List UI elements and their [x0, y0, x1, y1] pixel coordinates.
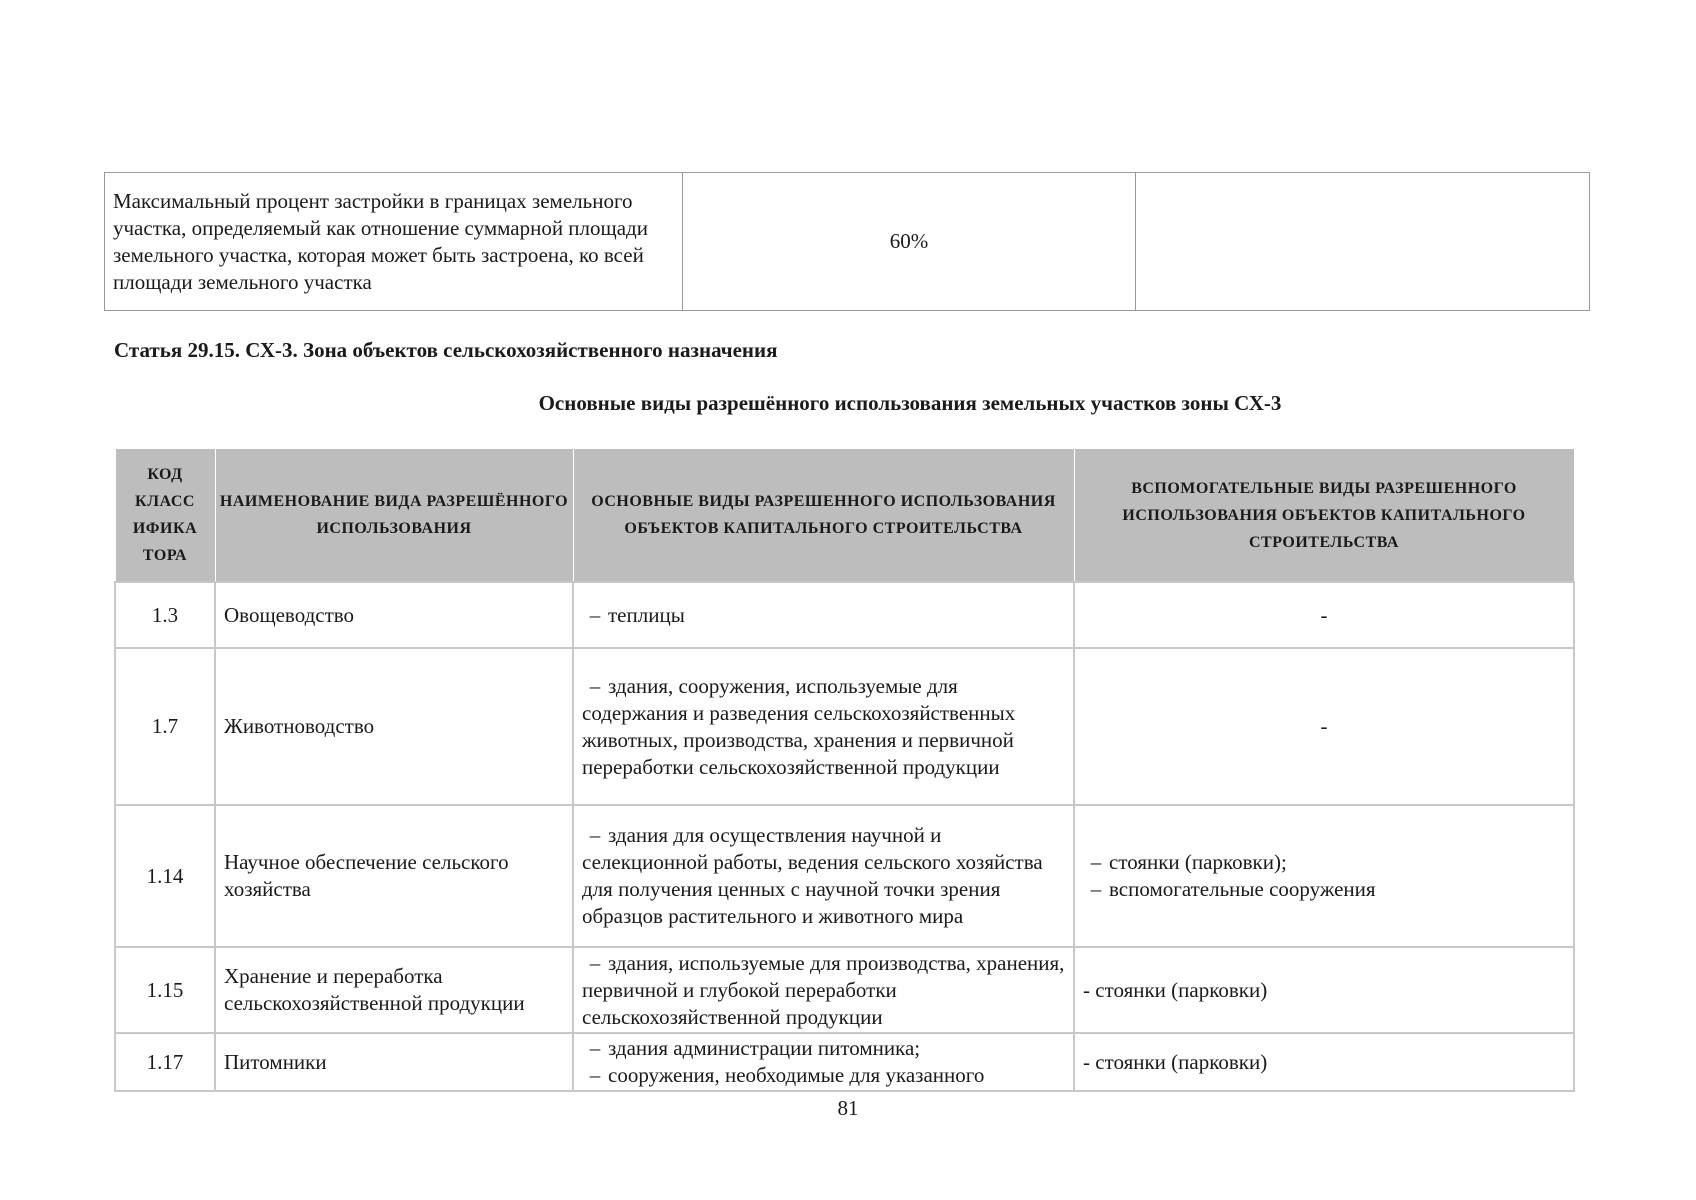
row-name: Питомники [215, 1033, 573, 1091]
dash-bullet: – [1090, 850, 1102, 874]
list-item-text: здания для осуществления научной и селекционной работы, ведения сельского хозяйства для получения ценных с научной точки зрения образцов растительного и животного мира [582, 823, 1043, 928]
dash-bullet: – [589, 950, 601, 975]
dash-bullet: – [589, 673, 601, 698]
list-item [1083, 876, 1565, 903]
row-main-types [573, 1033, 1074, 1091]
header-code: КОД КЛАСС ИФИКА ТОРА [115, 449, 215, 583]
list-item [582, 602, 1065, 629]
list-item [1083, 849, 1565, 876]
parameters-table [104, 172, 1590, 311]
table-header-row [115, 449, 1574, 583]
row-aux-types: - стоянки (парковки) [1074, 947, 1574, 1033]
dash-bullet: – [589, 1063, 601, 1087]
parameter-value: 60% [683, 173, 1136, 311]
row-aux-types: - [1074, 648, 1574, 805]
row-code: 1.17 [115, 1033, 215, 1091]
list-item [582, 1062, 1065, 1089]
row-main-types [573, 805, 1074, 947]
list-item [582, 950, 1065, 1031]
land-use-table [114, 448, 1575, 1092]
header-name: НАИМЕНОВАНИЕ ВИДА РАЗРЕШЁННОГО ИСПОЛЬЗОВАНИЯ [215, 449, 573, 583]
parameter-description: Максимальный процент застройки в границах земельного участка, определяемый как отношение суммарной площади земельного участка, которая может быть застроена, ко всей площади земельного участка [105, 173, 683, 311]
list-item-text: стоянки (парковки); [1109, 850, 1287, 874]
table-row [115, 947, 1574, 1033]
row-name: Научное обеспечение сельского хозяйства [215, 805, 573, 947]
header-aux-types: ВСПОМОГАТЕЛЬНЫЕ ВИДЫ РАЗРЕШЕННОГО ИСПОЛЬЗОВАНИЯ ОБЪЕКТОВ КАПИТАЛЬНОГО СТРОИТЕЛЬСТВА [1074, 449, 1574, 583]
row-code: 1.7 [115, 648, 215, 805]
list-item-text: вспомогательные сооружения [1109, 877, 1376, 901]
header-main-types: ОСНОВНЫЕ ВИДЫ РАЗРЕШЕННОГО ИСПОЛЬЗОВАНИЯ ОБЪЕКТОВ КАПИТАЛЬНОГО СТРОИТЕЛЬСТВА [573, 449, 1074, 583]
list-item-text: здания, сооружения, используемые для содержания и разведения сельскохозяйственных животных, производства, хранения и первичной переработки сельскохозяйственной продукции [582, 673, 1016, 779]
dash-bullet: – [589, 602, 601, 627]
dash-bullet: – [589, 823, 601, 847]
row-code: 1.15 [115, 947, 215, 1033]
dash-bullet: – [1090, 877, 1102, 901]
row-main-types [573, 648, 1074, 805]
list-item-text: здания, используемые для производства, хранения, первичной и глубокой переработки сельскохозяйственной продукции [582, 950, 1065, 1029]
list-item [582, 1035, 1065, 1062]
row-aux-types: - стоянки (парковки) [1074, 1033, 1574, 1091]
page-number: 81 [837, 1096, 859, 1120]
row-main-types [573, 582, 1074, 648]
table-row [105, 173, 1590, 311]
dash-bullet: – [589, 1036, 601, 1060]
row-code: 1.14 [115, 805, 215, 947]
row-aux-types: - [1074, 582, 1574, 648]
table-caption-wrap [0, 391, 1696, 416]
list-item-text: здания администрации питомника; [608, 1036, 921, 1060]
row-name: Животноводство [215, 648, 573, 805]
article-title: Статья 29.15. СХ-3. Зона объектов сельскохозяйственного назначения [114, 338, 778, 362]
list-item-text: теплицы [608, 602, 685, 627]
table-row [115, 1033, 1574, 1091]
row-name: Хранение и переработка сельскохозяйственной продукции [215, 947, 573, 1033]
row-main-types [573, 947, 1074, 1033]
table-caption: Основные виды разрешённого использования земельных участков зоны СХ-3 [538, 391, 1282, 415]
list-item-text: сооружения, необходимые для указанного [608, 1063, 985, 1087]
table-row [115, 805, 1574, 947]
parameter-extra [1136, 173, 1590, 311]
list-item [582, 673, 1065, 781]
list-item [582, 822, 1065, 930]
table-row [115, 648, 1574, 805]
row-name: Овощеводство [215, 582, 573, 648]
row-code: 1.3 [115, 582, 215, 648]
row-aux-types [1074, 805, 1574, 947]
table-row [115, 582, 1574, 648]
